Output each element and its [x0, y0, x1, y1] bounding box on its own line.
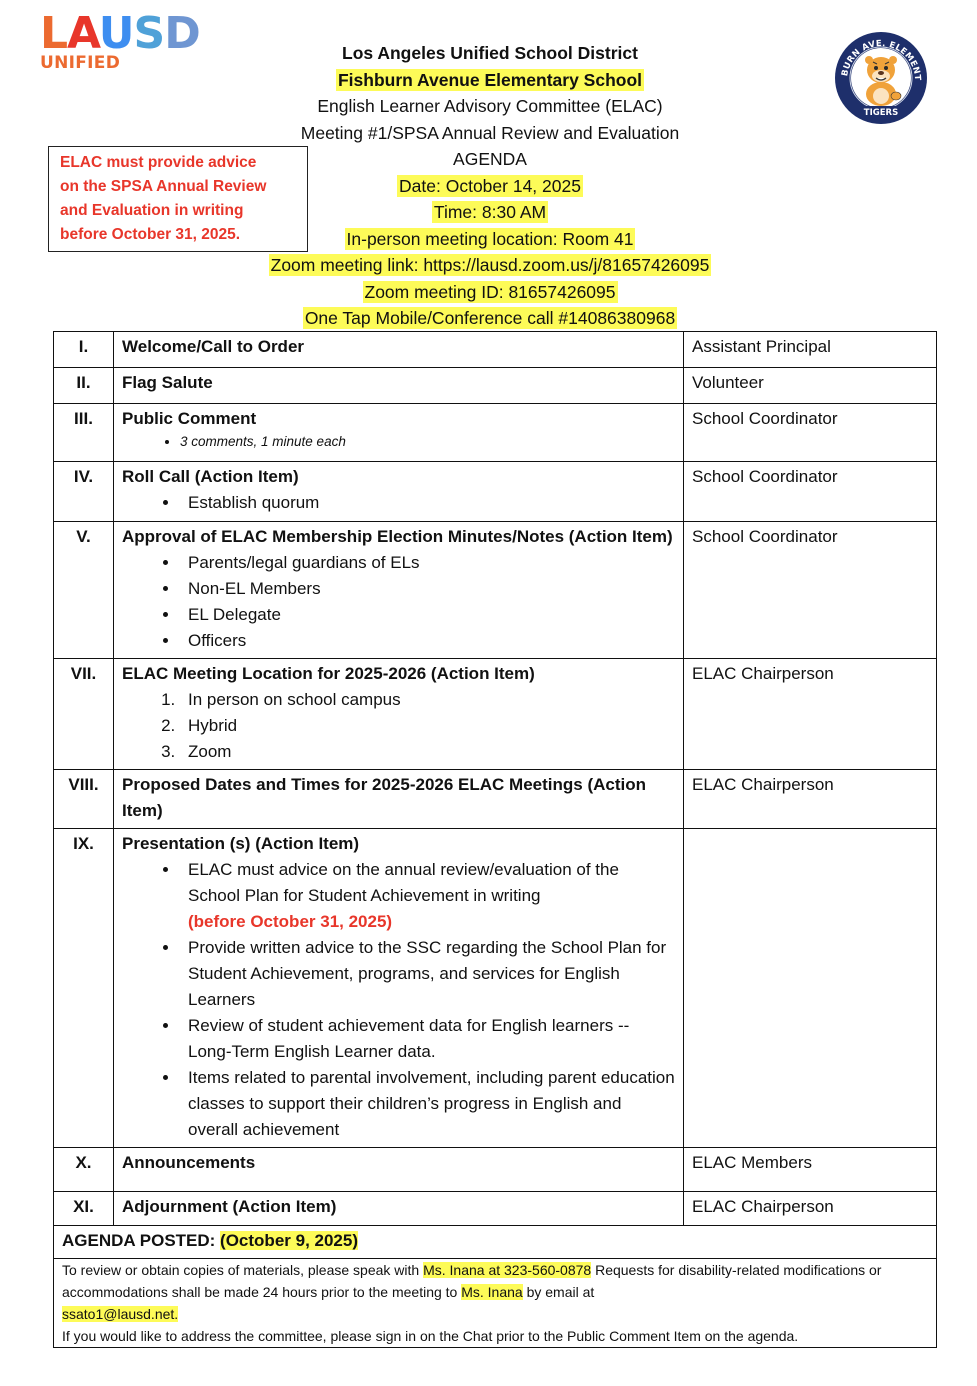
- sub-item-text: ELAC must advice on the annual review/evaluation of the School Plan for Student Achievement in writing: [188, 860, 619, 905]
- agenda-row: [54, 368, 937, 404]
- sub-item: • Establish quorum: [180, 490, 675, 516]
- item-number: XI.: [54, 1192, 114, 1226]
- agenda-posted-row: [54, 1226, 937, 1259]
- item-number: V.: [54, 522, 114, 659]
- sub-item: • Parents/legal guardians of ELs: [180, 550, 675, 576]
- logo-letter: A: [67, 8, 99, 59]
- item-number: I.: [54, 332, 114, 368]
- item-presenter: School Coordinator: [684, 404, 937, 462]
- agenda-heading: AGENDA: [453, 149, 527, 169]
- agenda-row: [54, 1192, 937, 1226]
- item-number: X.: [54, 1148, 114, 1192]
- seal-top-text: BURN AVE. ELEMENT: [840, 38, 923, 81]
- item-presenter: ELAC Members: [684, 1148, 937, 1192]
- agenda-row: [54, 770, 937, 829]
- notice-line: before October 31, 2025.: [60, 226, 241, 243]
- notes-row: [54, 1259, 937, 1348]
- agenda-row: [54, 522, 937, 659]
- item-title: Announcements: [122, 1153, 256, 1172]
- item-title: Proposed Dates and Times for 2025-2026 ELAC Meetings (Action Item): [122, 775, 646, 820]
- item-presenter: [684, 829, 937, 1148]
- logo-letter: L: [40, 8, 68, 59]
- agenda-table: [53, 331, 937, 1348]
- item-number: IV.: [54, 462, 114, 522]
- conference-call-number: One Tap Mobile/Conference call #14086380968: [304, 308, 676, 328]
- item-number: III.: [54, 404, 114, 462]
- item-title: Presentation (s) (Action Item): [122, 834, 360, 853]
- meeting-time: Time: 8:30 AM: [433, 202, 547, 222]
- logo-letter: D: [164, 8, 200, 59]
- contact-phone: Ms. Inana at 323-560-0878: [423, 1262, 592, 1278]
- school-name: Fishburn Avenue Elementary School: [337, 69, 643, 90]
- materials-note: To review or obtain copies of materials, please speak with Ms. Inana at 323-560-0878 Requests for disability-related modifications or accommodations shall be made 24 hours prior to the meeting to Ms. Inana by email at ssato1@lausd.net.: [62, 1262, 882, 1322]
- zoom-link[interactable]: Zoom meeting link: https://lausd.zoom.us/j/81657426095: [270, 255, 710, 275]
- school-seal: [833, 30, 929, 126]
- committee-name: English Learner Advisory Committee (ELAC): [317, 96, 663, 116]
- item-number: IX.: [54, 829, 114, 1148]
- notice-line: on the SPSA Annual Review: [60, 178, 267, 195]
- item-title: Public Comment: [122, 409, 257, 428]
- sub-item: 2. Hybrid: [180, 713, 675, 739]
- logo-subtitle: UNIFIED: [40, 53, 121, 73]
- contact-email[interactable]: ssato1@lausd.net.: [62, 1306, 179, 1322]
- item-presenter: School Coordinator: [684, 462, 937, 522]
- item-title: ELAC Meeting Location for 2025-2026 (Action Item): [122, 664, 535, 683]
- sub-item: • Items related to parental involvement, including parent education classes to support their children’s progress in English and overall achievement: [180, 1065, 675, 1143]
- sub-item: • Review of student achievement data for English learners -- Long-Term English Learner data.: [180, 1013, 675, 1065]
- notice-line: and Evaluation in writing: [60, 202, 244, 219]
- agenda-row: [54, 462, 937, 522]
- item-title: Welcome/Call to Order: [122, 337, 305, 356]
- item-presenter: ELAC Chairperson: [684, 1192, 937, 1226]
- sub-item: • 3 comments, 1 minute each: [180, 432, 675, 452]
- sub-item: [180, 857, 675, 935]
- sub-item: • EL Delegate: [180, 602, 675, 628]
- contact-name: Ms. Inana: [461, 1284, 523, 1300]
- item-presenter: Assistant Principal: [684, 332, 937, 368]
- public-comment-note: If you would like to address the committee, please sign in on the Chat prior to the Public Comment Item on the agenda.: [62, 1328, 799, 1344]
- item-title: Roll Call (Action Item): [122, 467, 299, 486]
- logo-letter: S: [133, 8, 165, 59]
- agenda-row: [54, 332, 937, 368]
- sub-item: • Provide written advice to the SSC regarding the School Plan for Student Achievement, programs, and services for English Learners: [180, 935, 675, 1013]
- item-presenter: ELAC Chairperson: [684, 659, 937, 770]
- item-number: II.: [54, 368, 114, 404]
- agenda-row: [54, 829, 937, 1148]
- item-number: VIII.: [54, 770, 114, 829]
- item-presenter: Volunteer: [684, 368, 937, 404]
- notice-line: ELAC must provide advice: [60, 154, 257, 171]
- item-presenter: ELAC Chairperson: [684, 770, 937, 829]
- district-name: Los Angeles Unified School District: [342, 43, 638, 63]
- sub-item: • Non-EL Members: [180, 576, 675, 602]
- zoom-meeting-id: Zoom meeting ID: 81657426095: [364, 281, 616, 302]
- sub-item: • Officers: [180, 628, 675, 654]
- item-title: Adjournment (Action Item): [122, 1197, 337, 1216]
- item-presenter: School Coordinator: [684, 522, 937, 659]
- deadline-text: (before October 31, 2025): [188, 912, 393, 931]
- meeting-date: Date: October 14, 2025: [399, 175, 581, 196]
- item-title: Flag Salute: [122, 373, 213, 392]
- item-title: Approval of ELAC Membership Election Minutes/Notes (Action Item): [122, 527, 673, 546]
- agenda-row: [54, 404, 937, 462]
- sub-item: 1. In person on school campus: [180, 687, 675, 713]
- logo-letter: U: [98, 8, 134, 59]
- deadline-notice-box: [48, 146, 308, 252]
- item-number: VII.: [54, 659, 114, 770]
- agenda-posted-date: (October 9, 2025): [220, 1231, 358, 1250]
- agenda-row: [54, 659, 937, 770]
- agenda-row: [54, 1148, 937, 1192]
- meeting-location: In-person meeting location: Room 41: [346, 228, 634, 249]
- seal-bottom-text: TIGERS: [863, 108, 899, 118]
- agenda-posted-label: AGENDA POSTED:: [62, 1231, 221, 1250]
- meeting-title: Meeting #1/SPSA Annual Review and Evaluation: [300, 122, 680, 143]
- sub-item: 3. Zoom: [180, 739, 675, 765]
